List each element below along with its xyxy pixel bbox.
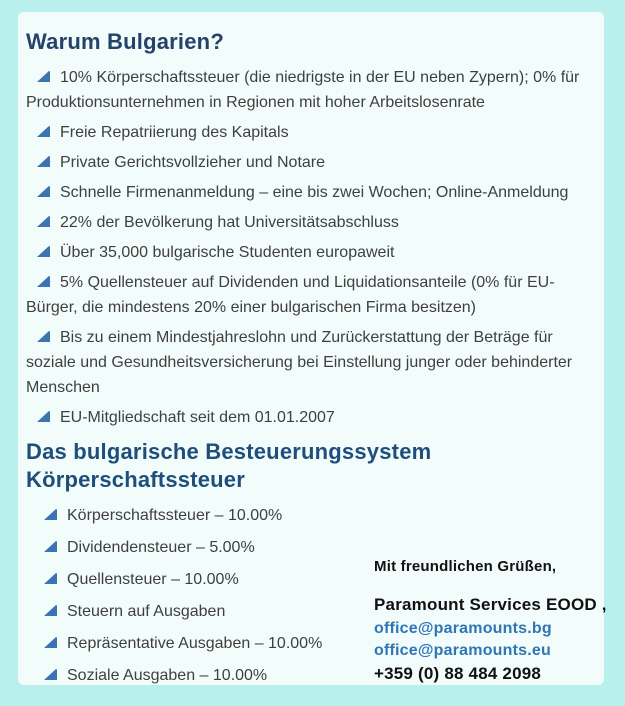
triangle-bullet-icon <box>37 71 50 82</box>
heading-warum-bulgarien <box>26 28 592 56</box>
bullet-item-text: Freie Repatriierung des Kapitals <box>60 124 289 141</box>
triangle-bullet-icon <box>37 216 50 227</box>
bullet-item-text: Steuern auf Ausgaben <box>67 603 226 620</box>
bullet-item <box>26 210 592 235</box>
triangle-bullet-icon <box>44 541 57 552</box>
bullet-item <box>26 240 592 265</box>
signature-block <box>374 558 610 685</box>
triangle-bullet-icon <box>44 573 57 584</box>
heading-besteuerungssystem-line1: Das bulgarische Besteuerungssystem <box>26 439 432 464</box>
bullet-item <box>26 65 592 115</box>
content-card <box>18 12 607 685</box>
bullet-item-text: Dividendensteuer – 5.00% <box>67 539 255 556</box>
triangle-bullet-icon <box>44 605 57 616</box>
heading-besteuerungssystem <box>26 438 592 494</box>
signature-company: Paramount Services EOOD , <box>374 595 607 614</box>
bullet-item <box>26 405 592 430</box>
bullet-item <box>26 325 592 400</box>
triangle-bullet-icon <box>37 331 50 342</box>
bullet-item <box>26 270 592 320</box>
bullet-item-text: Quellensteuer – 10.00% <box>67 571 239 588</box>
bullet-item-text: EU-Mitgliedschaft seit dem 01.01.2007 <box>60 409 335 426</box>
triangle-bullet-icon <box>37 276 50 287</box>
triangle-bullet-icon <box>37 156 50 167</box>
bullet-item-text: Körperschaftssteuer – 10.00% <box>67 507 283 524</box>
bullet-item-text: Schnelle Firmenanmeldung – eine bis zwei Wochen; Online-Anmeldung <box>60 184 569 201</box>
bullet-item-text: 22% der Bevölkerung hat Universitätsabschluss <box>60 214 399 231</box>
email-link-eu[interactable]: office@paramounts.eu <box>374 642 551 659</box>
bullet-item <box>26 150 592 175</box>
signature-greeting: Mit freundlichen Grüßen, <box>374 558 557 575</box>
bullet-item <box>26 503 592 528</box>
heading-besteuerungssystem-line2: Körperschaftssteuer <box>26 467 245 492</box>
bullet-item <box>26 535 592 560</box>
triangle-bullet-icon <box>37 126 50 137</box>
signature-phone: +359 (0) 88 484 2098 <box>374 664 542 683</box>
bullet-item-text: 5% Quellensteuer auf Dividenden und Liquidationsanteile (0% für EU-Bürger, die mindestens 20% einer bulgarischen Firma besitzen) <box>26 274 555 316</box>
triangle-bullet-icon <box>44 669 57 680</box>
triangle-bullet-icon <box>37 411 50 422</box>
bullet-item-text: Soziale Ausgaben – 10.00% <box>67 667 268 684</box>
bullet-item-text: 10% Körperschaftssteuer (die niedrigste in der EU neben Zypern); 0% für Produktionsunternehmen in Regionen mit hoher Arbeitslosenrate <box>26 69 580 111</box>
bullet-item-text: Über 35,000 bulgarische Studenten europaweit <box>60 244 395 261</box>
bullet-item <box>26 120 592 145</box>
bullet-item <box>26 180 592 205</box>
triangle-bullet-icon <box>44 509 57 520</box>
bullet-item-text: Bis zu einem Mindestjahreslohn und Zurückerstattung der Beträge für soziale und Gesundheitsversicherung bei Einstellung junger oder behinderter Menschen <box>26 329 573 396</box>
bullet-item-text: Private Gerichtsvollzieher und Notare <box>60 154 326 171</box>
triangle-bullet-icon <box>37 246 50 257</box>
email-link-bg[interactable]: office@paramounts.bg <box>374 620 552 637</box>
triangle-bullet-icon <box>44 637 57 648</box>
bullet-item-text: Repräsentative Ausgaben – 10.00% <box>67 635 323 652</box>
triangle-bullet-icon <box>37 186 50 197</box>
heading-warum-bulgarien-text: Warum Bulgarien? <box>26 29 224 54</box>
